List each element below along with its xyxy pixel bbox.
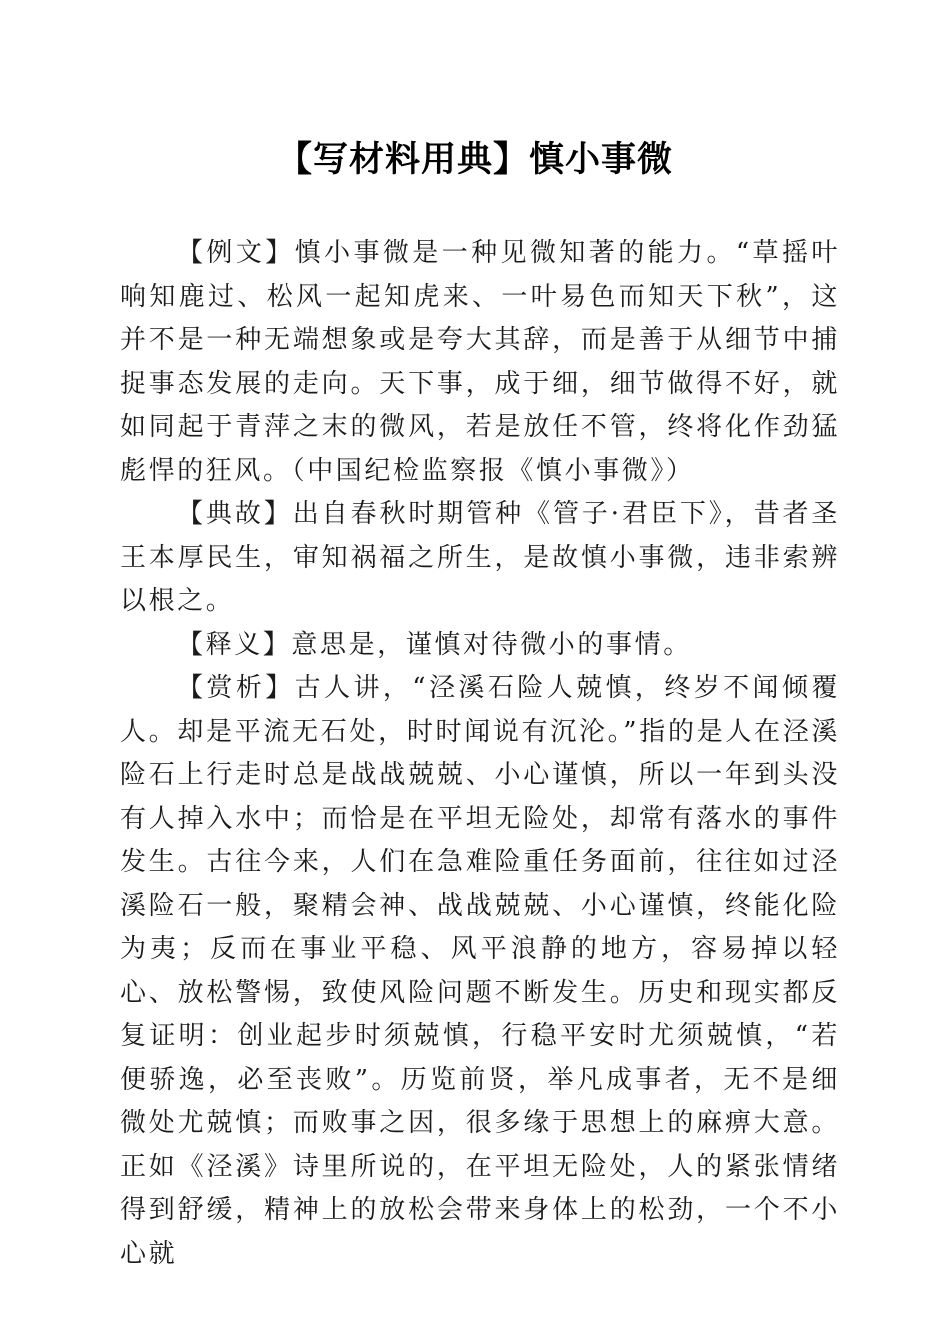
paragraph-analysis [120, 667, 840, 1276]
paragraph-text: 出自春秋时期管种《管子·君臣下》，昔者圣王本厚民生，审知祸福之所生，是故慎小事微，违非索辨以根之。 [120, 499, 841, 616]
paragraph-tag: 【典故】 [177, 499, 293, 529]
paragraph-text: 古人讲，“泾溪石险人兢慎，终岁不闻倾覆人。却是平流无石处，时时闻说有沉沦。”指的是人在泾溪险石上行走时总是战战兢兢、小心谨慎，所以一年到头没有人掉入水中；而恰是在平坦无险处，却常有落水的事件发生。古往今来，人们在急难险重任务面前，往往如过泾溪险石一般，聚精会神、战战兢兢、小心谨慎，终能化险为夷；反而在事业平稳、风平浪静的地方，容易掉以轻心、放松警惕，致使风险问题不断发生。历史和现实都反复证明：创业起步时须兢慎，行稳平安时尤须兢慎，“若便骄逸，必至丧败”。历览前贤，举凡成事者，无不是细微处尤兢慎；而败事之因，很多缘于思想上的麻痹大意。正如《泾溪》诗里所说的，在平坦无险处，人的紧张情绪得到舒缓，精神上的放松会带来身体上的松劲，一个不小心就 [120, 673, 840, 1269]
paragraph-tag: 【赏析】 [177, 673, 295, 703]
document-body [120, 232, 840, 1276]
paragraph-tag: 【例文】 [177, 238, 295, 268]
paragraph-example [120, 232, 840, 493]
paragraph-source [120, 493, 840, 624]
paragraph-meaning [120, 624, 840, 668]
paragraph-text: 意思是，谨慎对待微小的事情。 [291, 629, 692, 660]
document-title: 【写材料用典】慎小事微 [276, 139, 673, 180]
paragraph-tag: 【释义】 [177, 629, 292, 660]
paragraph-text: 慎小事微是一种见微知著的能力。“草摇叶响知鹿过、松风一起知虎来、一叶易色而知天下秋”，这并不是一种无端想象或是夸大其辞，而是善于从细节中捕捉事态发展的走向。天下事，成于细，细节做得不好，就如同起于青萍之末的微风，若是放任不管，终将化作劲猛彪悍的狂风。（中国纪检监察报《慎小事微》） [120, 238, 840, 486]
